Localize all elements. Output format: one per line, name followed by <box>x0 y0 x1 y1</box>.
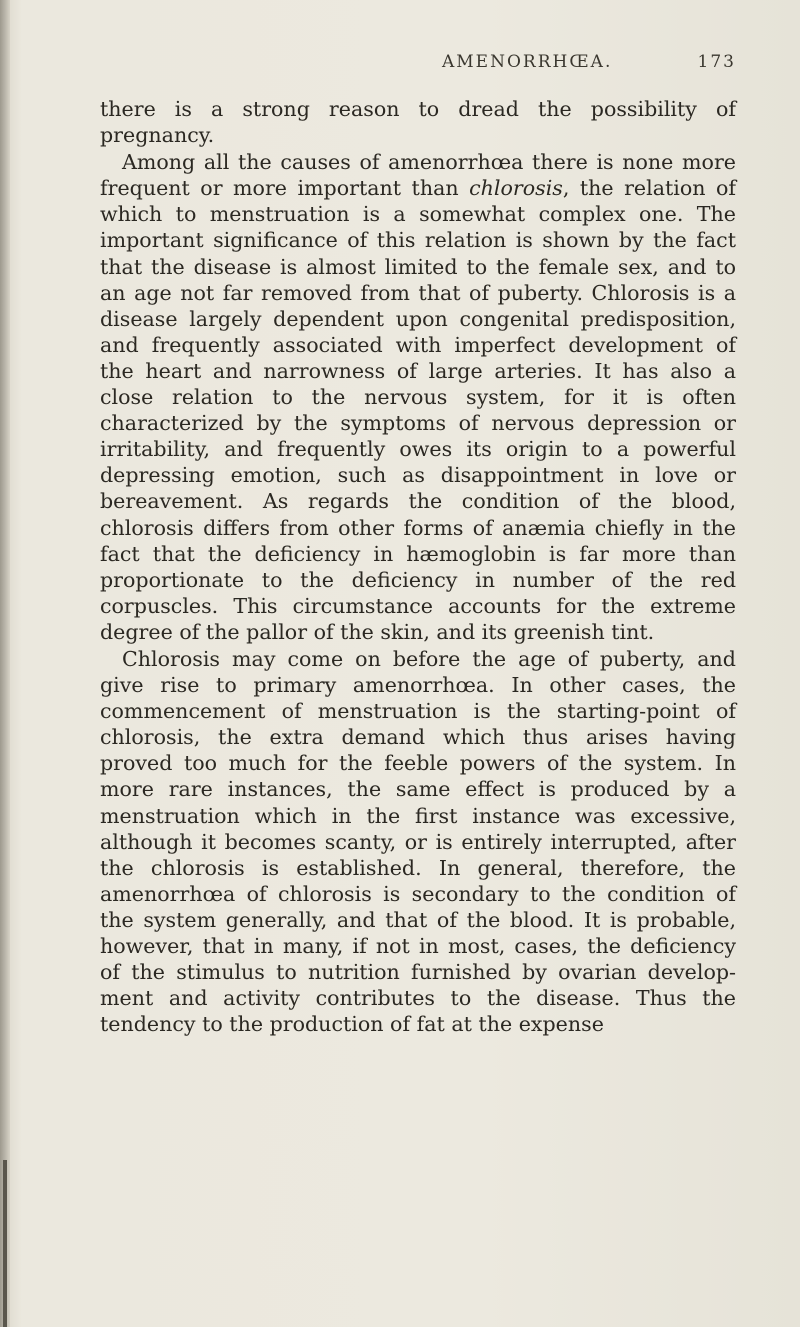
paragraph-text-start: Among all the causes of amenorrhœa there is none more frequent or more important than <box>100 150 736 201</box>
paragraph-chlorosis-onset: Chlorosis may come on before the age of puberty, and give rise to primary amenorrhœa. In other cases, the commencement of menstruation is the starting-point of chlorosis, the extra demand which thus arises having proved too much for the feeble powers of the system. In more rare instances, the same effect is produced by a menstruation which in the first instance was excessive, although it becomes scanty, or is entirely interrupted, after the chlorosis is established. In general, therefore, the amenorrhœa of chlorosis is secondary to the condition of the system generally, and that of the blood. It is probable, however, that in many, if not in most, cases, the deficiency of the stimulus to nutrition furnished by ovarian development and activity contributes to the disease. Thus the tendency to the production of fat at the expense <box>100 646 736 1037</box>
paragraph-chlorosis-intro <box>100 149 736 645</box>
paragraph-text-rest: , the relation of which to menstruation is a somewhat complex one. The important significance of this relation is shown by the fact that the disease is almost limited to the female sex, and to an age not far removed from that of puberty. Chlorosis is a disease largely dependent upon congenital predisposition, and frequently associated with imperfect development of the heart and narrowness of large arteries. It has also a close relation to the nervous system, for it is often characterized by the symptoms of nervous depression or irritability, and frequently owes its origin to a powerful depressing emotion, such as disappointment in love or bereavement. As regards the condition of the blood, chlorosis differs from other forms of anæmia chiefly in the fact that the deficiency in hæmoglobin is far more than proportionate to the deficiency in number of the red corpuscles. This circumstance accounts for the extreme degree of the pallor of the skin, and its greenish tint. <box>100 176 736 644</box>
running-head <box>100 52 736 82</box>
body-text <box>100 96 736 1037</box>
page-number: 173 <box>697 52 736 72</box>
spine-edge <box>3 1160 7 1327</box>
paragraph-continued: there is a strong reason to dread the possibility of pregnancy. <box>100 97 736 148</box>
spine-shadow <box>0 0 10 1327</box>
italic-term: chlorosis <box>469 176 563 201</box>
running-title: AMENORRHŒA. <box>442 52 613 72</box>
